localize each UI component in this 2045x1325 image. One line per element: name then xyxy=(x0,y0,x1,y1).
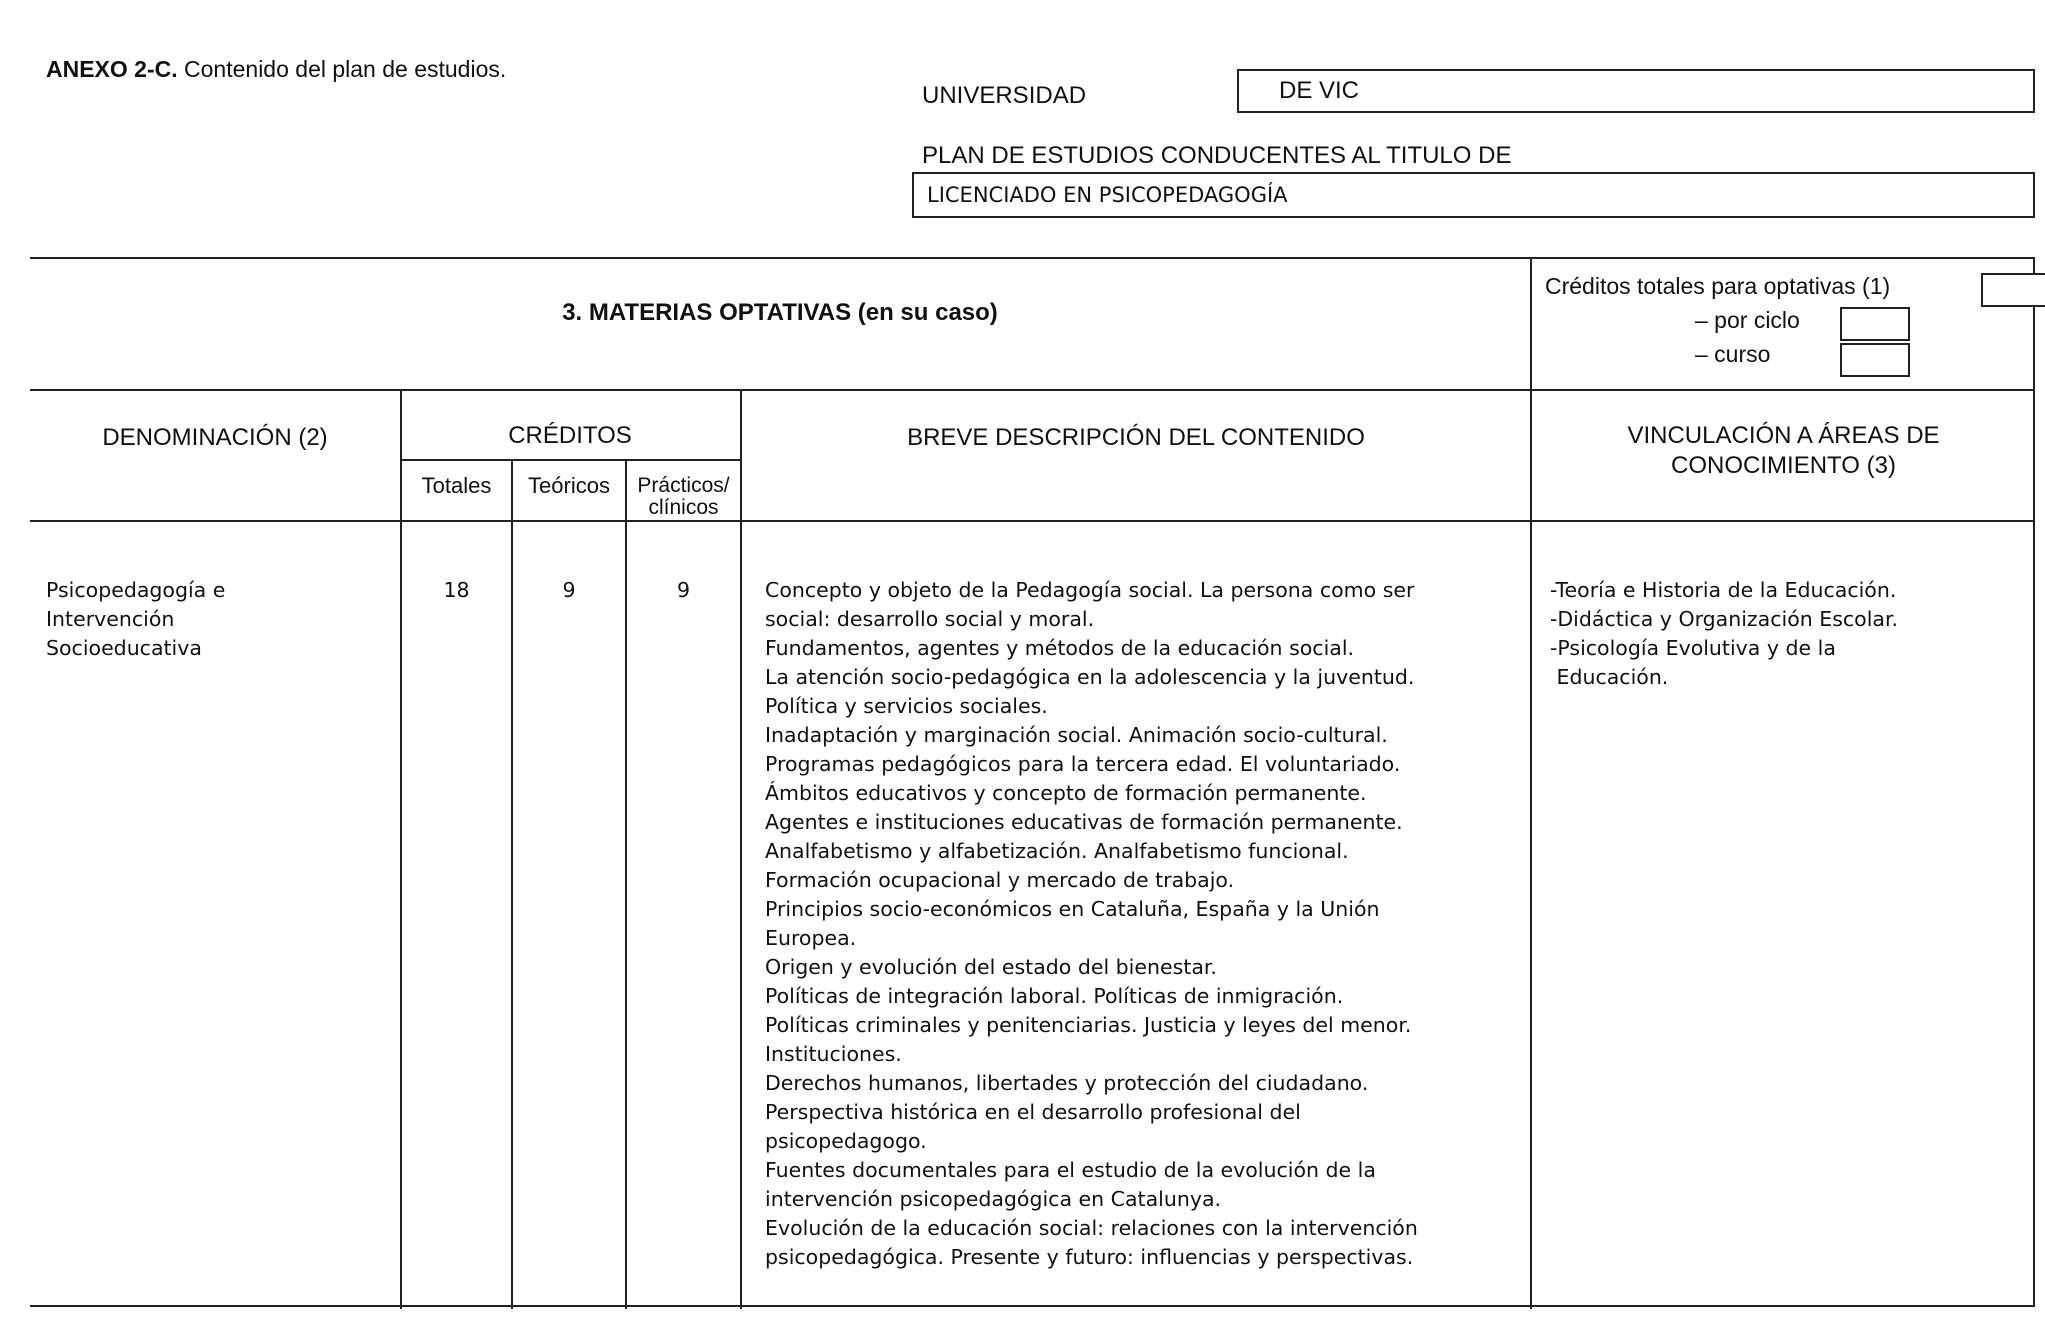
optional-subjects-table xyxy=(30,257,2035,1307)
descripcion-line: Políticas criminales y penitenciarias. Justicia y leyes del menor. xyxy=(765,1013,1412,1037)
descripcion-line: Fuentes documentales para el estudio de la evolución de la xyxy=(765,1158,1376,1182)
col-header-creditos: CRÉDITOS xyxy=(508,422,632,449)
vinculacion-line: Educación. xyxy=(1550,665,1669,689)
descripcion-line: Concepto y objeto de la Pedagogía social. La persona como ser xyxy=(765,578,1415,602)
column-header-divider xyxy=(30,520,2035,522)
vinculacion-line: -Psicología Evolutiva y de la xyxy=(1550,636,1836,660)
descripcion-line: La atención socio-pedagógica en la adolescencia y la juventud. xyxy=(765,665,1415,689)
descripcion-line: Europea. xyxy=(765,926,857,950)
descripcion-line: Fundamentos, agentes y métodos de la educación social. xyxy=(765,636,1355,660)
col-header-descripcion: BREVE DESCRIPCIÓN DEL CONTENIDO xyxy=(907,424,1365,451)
vinculacion-column-divider xyxy=(1530,259,1532,1309)
descripcion-line: Inadaptación y marginación social. Animación socio-cultural. xyxy=(765,723,1388,747)
per-course-label: – curso xyxy=(1695,341,1771,367)
descripcion-line: psicopedagogo. xyxy=(765,1129,927,1153)
descripcion-line: Perspectiva histórica en el desarrollo profesional del xyxy=(765,1100,1301,1124)
annex-title xyxy=(46,56,506,83)
optativas-total-field xyxy=(1981,273,2045,307)
descripcion-line: intervención psicopedagógica en Catalunya. xyxy=(765,1187,1222,1211)
col-header-vinculacion xyxy=(1532,421,2035,481)
per-cycle-label: – por ciclo xyxy=(1695,307,1800,333)
col-header-denominacion: DENOMINACIÓN (2) xyxy=(102,424,328,451)
descripcion-line: psicopedagógica. Presente y futuro: influencias y perspectivas. xyxy=(765,1245,1414,1269)
descripcion-line: social: desarrollo social y moral. xyxy=(765,607,1095,631)
denominacion-column-divider xyxy=(400,389,402,1309)
denominacion-line: Socioeducativa xyxy=(46,636,202,660)
descripcion-line: Agentes e instituciones educativas de formación permanente. xyxy=(765,810,1403,834)
descripcion-line: Evolución de la educación social: relaciones con la intervención xyxy=(765,1216,1418,1240)
descripcion-line: Analfabetismo y alfabetización. Analfabetismo funcional. xyxy=(765,839,1349,863)
section-title: 3. MATERIAS OPTATIVAS (en su caso) xyxy=(562,299,998,326)
vinculacion-line: -Didáctica y Organización Escolar. xyxy=(1550,607,1899,631)
descripcion-line: Formación ocupacional y mercado de trabajo. xyxy=(765,868,1235,892)
vinculacion-line: -Teoría e Historia de la Educación. xyxy=(1550,578,1897,602)
descripcion-line: Derechos humanos, libertades y protección del ciudadano. xyxy=(765,1071,1369,1095)
descripcion-line: Instituciones. xyxy=(765,1042,902,1066)
denominacion-line: Intervención xyxy=(46,607,175,631)
descripcion-line: Políticas de integración laboral. Políticas de inmigración. xyxy=(765,984,1344,1008)
descripcion-line: Programas pedagógicos para la tercera edad. El voluntariado. xyxy=(765,752,1401,776)
row-totales: 18 xyxy=(443,578,470,602)
descripcion-column-divider xyxy=(740,389,742,1309)
descripcion-line: Principios socio-económicos en Cataluña, España y la Unión xyxy=(765,897,1380,921)
per-course-field xyxy=(1840,343,1910,377)
col-header-vinculacion-line2: CONOCIMIENTO (3) xyxy=(1671,452,1896,479)
col-header-practicos-line2: clínicos xyxy=(648,496,719,519)
row-vinculacion xyxy=(1550,576,2030,692)
credits-subheader-divider xyxy=(400,459,740,461)
col-header-practicos-line1: Prácticos/ xyxy=(637,474,730,497)
university-field: DE VIC xyxy=(1237,69,2035,113)
row-practicos: 9 xyxy=(676,578,691,602)
descripcion-line: Política y servicios sociales. xyxy=(765,694,1048,718)
row-teoricos: 9 xyxy=(562,578,576,602)
row-denominacion xyxy=(46,576,386,663)
col-header-vinculacion-line1: VINCULACIÓN A ÁREAS DE xyxy=(1627,422,1940,449)
col-header-teoricos: Teóricos xyxy=(528,473,610,498)
optativas-total-label: Créditos totales para optativas (1) xyxy=(1545,273,1891,299)
university-label: UNIVERSIDAD xyxy=(922,82,1087,109)
descripcion-line: Ámbitos educativos y concepto de formación permanente. xyxy=(765,781,1367,805)
row-descripcion xyxy=(765,576,1525,1272)
annex-label: ANEXO 2-C. xyxy=(46,56,178,82)
descripcion-line: Origen y evolución del estado del bienestar. xyxy=(765,955,1217,979)
col-header-practicos xyxy=(627,475,740,519)
denominacion-line: Psicopedagogía e xyxy=(46,578,226,602)
annex-description: Contenido del plan de estudios. xyxy=(177,56,507,82)
plan-label: PLAN DE ESTUDIOS CONDUCENTES AL TITULO DE xyxy=(922,142,1512,169)
optativas-credits-block xyxy=(1545,269,1890,371)
degree-title-field: LICENCIADO EN PSICOPEDAGOGÍA xyxy=(912,172,2035,218)
per-cycle-field xyxy=(1840,307,1910,341)
col-header-totales: Totales xyxy=(421,473,492,498)
header-row-divider xyxy=(30,389,2035,391)
